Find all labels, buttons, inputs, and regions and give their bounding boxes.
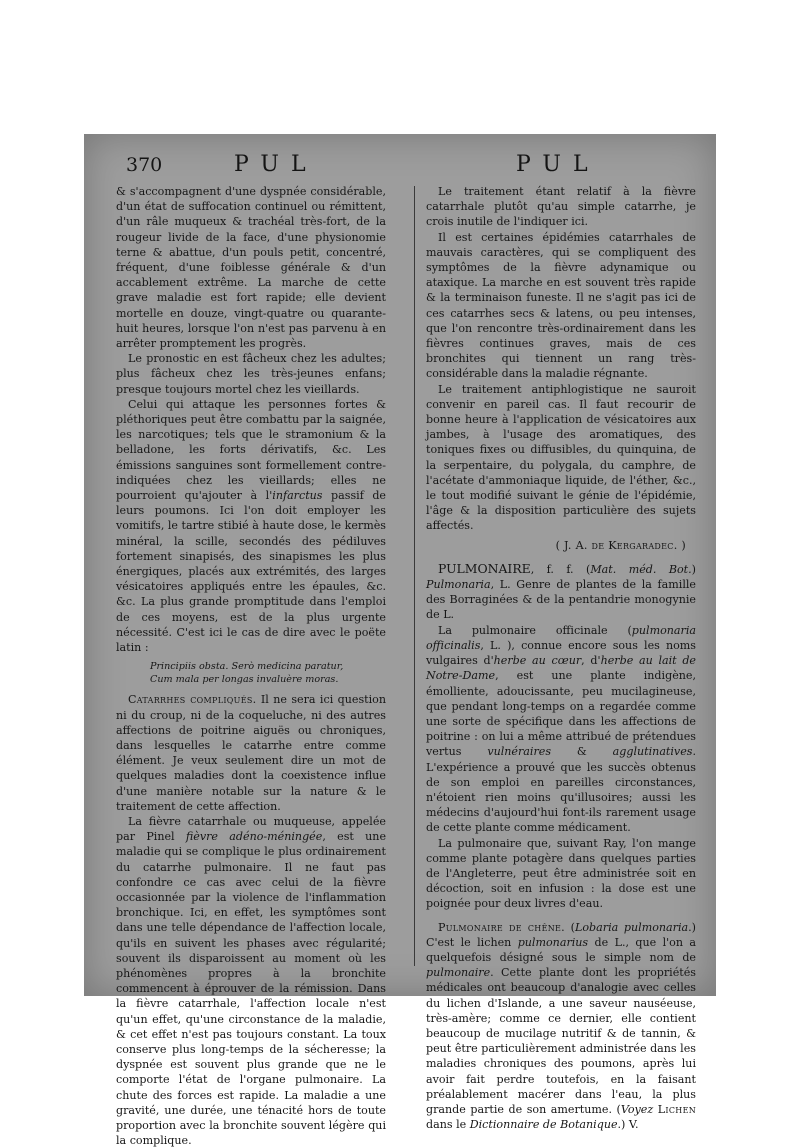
paragraph: Il est certaines épidémies catarrhales de mauvais caractères, qui se compliquent des symptômes de la fièvre adynamique ou ataxique. La marche en est souvent très rapide & la terminaison funeste. Il ne s'agit pas ici de ces catarrhes secs & latens, ou peu intenses, que l'on rencontre très-ordinairement dans les fièvres continues graves, mais de ces bronchites qui tiennent un rang très-considérable dans la maladie régnante. bbox=[426, 230, 696, 381]
section-heading: Catarrhes compliqués. bbox=[128, 693, 257, 707]
running-head-left: PUL bbox=[234, 152, 318, 177]
dictionary-entry: PULMONAIRE, f. f. (Mat. méd. Bot.) Pulmonaria, L. Genre de plantes de la famille des Borraginées & de la pentandrie monogynie de L. bbox=[426, 560, 696, 622]
entry-headword: Pulmonaire de chêne. bbox=[438, 920, 565, 934]
paragraph: La fièvre catarrhale ou muqueuse, appelée par Pinel fièvre adéno-méningée, est une maladie qui se complique le plus ordinairement du catarrhe pulmonaire. Il ne faut pas confondre ce cas avec celui de la fièvre occasionnée par la violence de l'inflammation bronchique. Ici, en effet, les symptômes sont dans une telle dépendance de l'affection locale, qu'ils en suivent les phases avec régularité; souvent ils disparoissent au moment où les phénomènes propres à la bronchite commencent à éprouver de la rémission. Dans la fièvre catarrhale, l'affection locale n'est qu'un effet, qu'une circonstance de la maladie, & cet effet n'est pas toujours constant. La toux conserve plus long-temps de la sécheresse; la dyspnée est souvent plus grande que ne le comporte l'état de l'organe pulmonaire. La chute des forces est rapide. La maladie a une gravité, une durée, une ténacité hors de toute proportion avec la bronchite souvent légère qui la complique. bbox=[116, 814, 387, 1148]
quote-line: Principiis obsta. Serò medicina paratur, bbox=[150, 661, 344, 673]
paragraph: La pulmonaire que, suivant Ray, l'on mange comme plante potagère dans quelques parties de l'Angleterre, peut être administrée soit en décoction, soit en infusion : la dose est une poignée pour deux livres d'eau. bbox=[426, 836, 696, 911]
latin-quotation bbox=[116, 660, 386, 686]
quote-line: Cum mala per longas invaluère moras. bbox=[150, 674, 339, 686]
paragraph: Catarrhes compliqués. Il ne sera ici question ni du croup, ni de la coqueluche, ni des autres affections de poitrine aiguës ou chroniques, dans lesquelles le catarrhe entre comme élément. Je veux seulement dire un mot de quelques maladies dont la coexistence influe d'une manière notable sur la nature & le traitement de cette affection. bbox=[116, 693, 386, 813]
page-number: 370 bbox=[126, 154, 163, 176]
author-signature: ( J. A. de Kergaradec. ) bbox=[555, 538, 686, 552]
paragraph: Le traitement étant relatif à la fièvre catarrhale plutôt qu'au simple catarrhe, je crois inutile de l'indiquer ici. bbox=[426, 185, 696, 229]
paragraph: Le traitement antiphlogistique ne sauroit convenir en pareil cas. Il faut recourir de bonne heure à l'application de vésicatoires aux jambes, à l'usage des aromatiques, des toniques fixes ou diffusibles, du quinquina, de la serpentaire, du polygala, du camphre, de l'acétate d'ammoniaque liquide, de l'éther, &c., le tout modifié suivant le génie de l'épidémie, l'âge & la disposition particulière des sujets affectés. bbox=[426, 382, 696, 533]
running-head-right: PUL bbox=[516, 152, 600, 177]
dictionary-entry: Pulmonaire de chêne. (Lobaria pulmonaria.) C'est le lichen pulmonarius de L., que l'on a quelquefois désigné sous le simple nom de pulmonaire. Cette plante dont les propriétés médicales ont beaucoup d'analogie avec celles du lichen d'Islande, a une saveur nauséeuse, très-amère; comme ce dernier, elle contient beaucoup de mucilage nutritif & de tannin, & peut être particulièrement administrée dans les maladies chroniques des poumons, après lui avoir fait perdre toutefois, en la faisant préalablement macérer dans l'eau, la plus grande partie de son amertume. (Voyez Lichen dans le Dictionnaire de Botanique.) V. bbox=[426, 920, 697, 1132]
paragraph: & s'accompagnent d'une dyspnée considérable, d'un état de suffocation continuel ou rémittent, d'un râle muqueux & trachéal très-fort, de la rougeur livide de la face, d'une physionomie terne & abattue, d'un pouls petit, concentré, fréquent, d'une foiblesse générale & d'un accablement extrême. La marche de cette grave maladie est fort rapide; elle devient mortelle en douze, vingt-quatre ou quarante-huit heures, lorsque l'on n'est pas parvenu à en arrêter promptement les progrès. bbox=[116, 185, 386, 351]
paragraph: La pulmonaire officinale (pulmonaria officinalis, L. ), connue encore sous les noms vulgaires d'herbe au cœur, d'herbe au lait de Notre-Dame, est une plante indigène, émolliente, adoucissante, peu mucilagineuse, que pendant long-temps on a regardée comme une sorte de spécifique dans les affections de poitrine : on lui a même attribué de prétendues vertus vulnéraires & agglutinatives. L'expérience a prouvé que les succès obtenus de son emploi en pareilles circonstances, n'étoient rien moins qu'illusoires; aussi les médecins d'aujourd'hui font-ils rarement usage de cette plante comme médicament. bbox=[426, 623, 697, 835]
paragraph: Celui qui attaque les personnes fortes & pléthoriques peut être combattu par la saignée, les narcotiques; tels que le stramonium & la belladone, les forts dérivatifs, &c. Les émissions sanguines sont formellement contre-indiquées chez les vieillards; elles ne pourroient qu'ajouter à l'infarctus passif de leurs poumons. Ici l'on doit employer les vomitifs, le tartre stibié à haute dose, le kermès minéral, la scille, secondés des pédiluves fortement sinapisés, des sinapismes les plus énergiques, placés aux extrémités, des larges vésicatoires appliqués entre les épaules, &c. &c. La plus grande promptitude dans l'emploi de ces moyens, est de la plus urgente nécessité. C'est ici le cas de dire avec le poëte latin : bbox=[116, 397, 387, 655]
right-column bbox=[426, 184, 696, 1132]
left-column bbox=[116, 184, 386, 1148]
paragraph: Le pronostic en est fâcheux chez les adultes; plus fâcheux chez les très-jeunes enfans; presque toujours mortel chez les vieillards. bbox=[116, 352, 386, 396]
column-divider bbox=[414, 186, 415, 966]
entry-headword: PULMONAIRE bbox=[438, 560, 531, 576]
scanned-page bbox=[84, 134, 716, 1148]
